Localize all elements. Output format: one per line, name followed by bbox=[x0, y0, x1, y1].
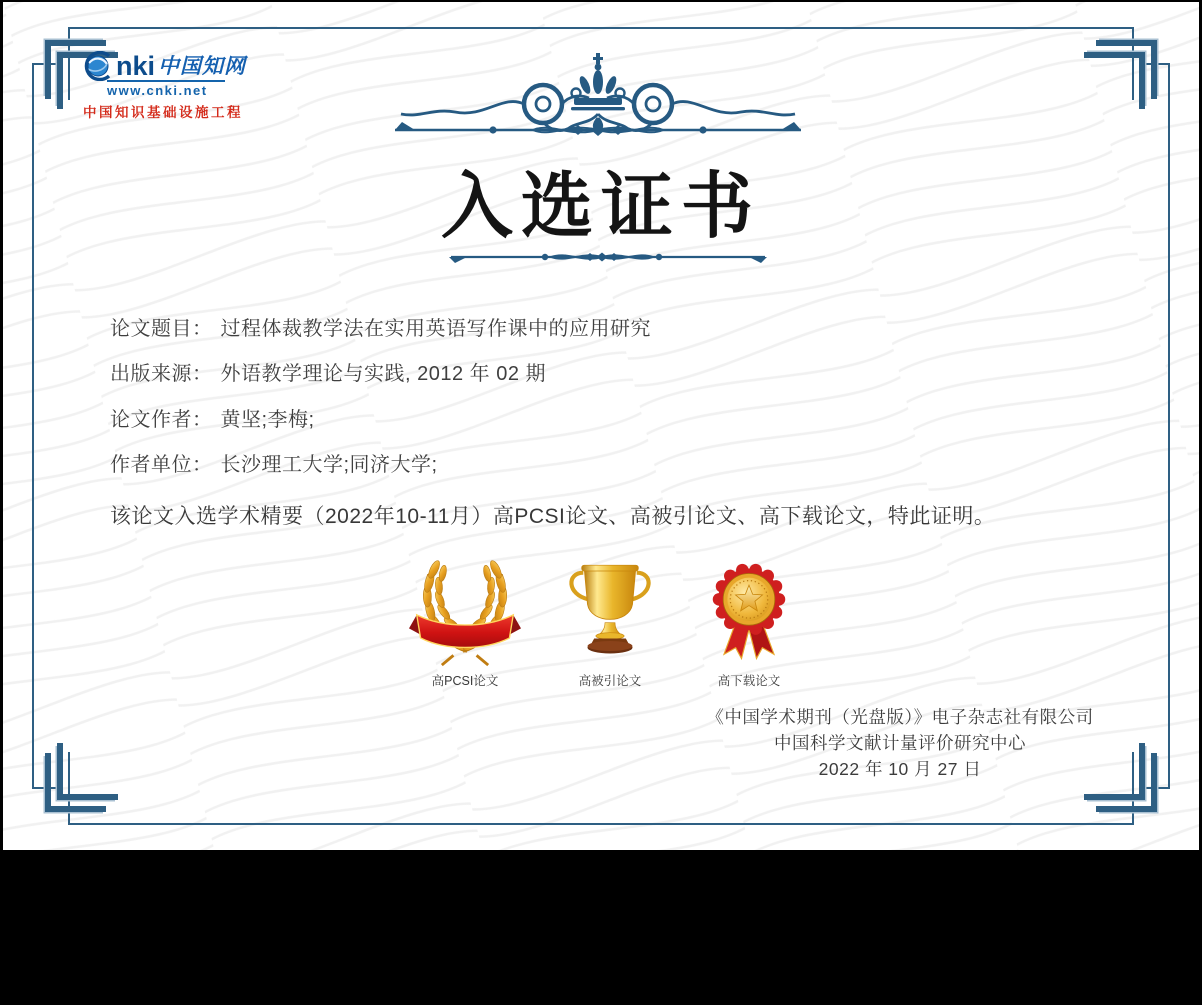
certificate-title: 入选证书 bbox=[440, 167, 761, 247]
field-label: 论文作者： bbox=[110, 409, 213, 431]
title-divider-ornament bbox=[447, 248, 769, 266]
trophy-icon bbox=[560, 555, 660, 667]
crown-flourish-ornament bbox=[393, 52, 803, 144]
issuer-company: 《中国学术期刊（光盘版）》电子杂志社有限公司 bbox=[706, 707, 1094, 727]
award-label: 高被引论文 bbox=[578, 674, 642, 688]
field-paper-title bbox=[110, 312, 651, 341]
certificate bbox=[3, 2, 1199, 850]
laurel-wreath-icon bbox=[407, 555, 523, 667]
field-label: 论文题目： bbox=[110, 318, 213, 340]
award-high-pcsi bbox=[400, 555, 530, 689]
field-value: 黄坚;李梅; bbox=[220, 409, 315, 431]
cnki-brand-cn: 中国知网 bbox=[158, 54, 247, 78]
cnki-tagline: 中国知识基础设施工程 bbox=[83, 105, 243, 120]
cnki-logo-brand-row bbox=[83, 50, 253, 82]
issuer-block bbox=[650, 704, 1150, 782]
award-high-cited bbox=[545, 555, 675, 689]
field-label: 作者单位： bbox=[110, 454, 213, 476]
cnki-logo bbox=[83, 50, 253, 121]
issue-date: 2022 年 10 月 27 日 bbox=[818, 759, 982, 779]
medal-icon bbox=[699, 555, 799, 667]
award-high-download bbox=[684, 555, 814, 689]
field-authors bbox=[110, 403, 315, 432]
award-label: 高下载论文 bbox=[717, 674, 781, 688]
field-value: 长沙理工大学;同济大学; bbox=[220, 454, 438, 476]
globe-c-icon bbox=[83, 51, 113, 81]
field-affiliations bbox=[110, 448, 438, 477]
certification-statement: 该论文入选学术精要（2022年10-11月）高PCSI论文、高被引论文、高下载论文，特此证明。 bbox=[110, 505, 996, 528]
field-value: 过程体裁教学法在实用英语写作课中的应用研究 bbox=[220, 318, 651, 340]
field-value: 外语教学理论与实践, 2012 年 02 期 bbox=[220, 363, 547, 385]
field-publication-source bbox=[110, 357, 546, 386]
issuer-center: 中国科学文献计量评价研究中心 bbox=[774, 733, 1026, 753]
cnki-url: www.cnki.net bbox=[107, 80, 225, 98]
field-label: 出版来源： bbox=[110, 363, 213, 385]
award-label: 高PCSI论文 bbox=[431, 674, 499, 688]
cnki-brand-latin: nki bbox=[116, 50, 156, 81]
